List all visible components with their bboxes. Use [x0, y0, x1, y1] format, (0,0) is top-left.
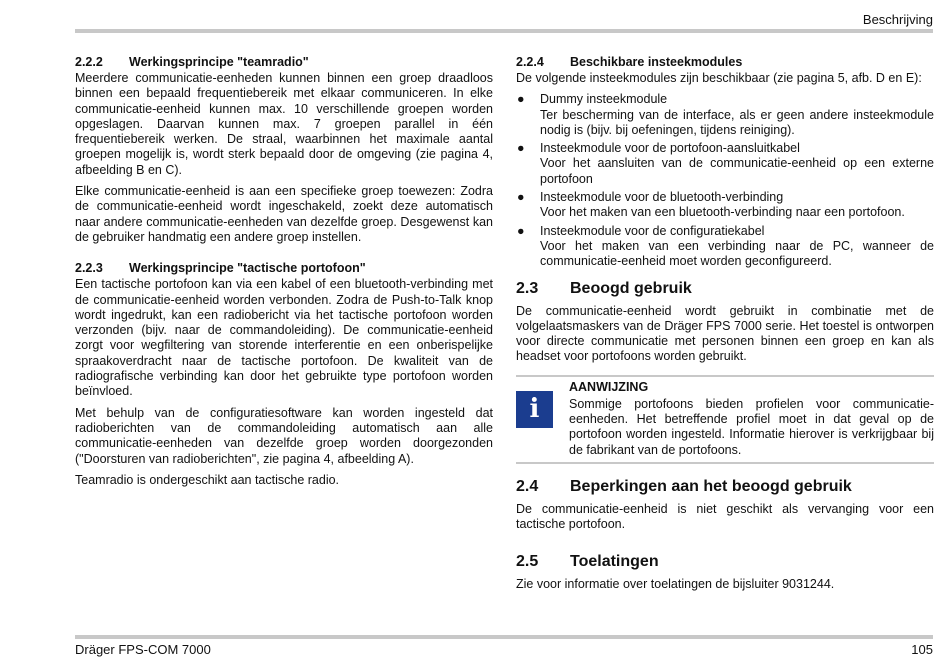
list-item-desc: Ter bescherming van de interface, als er geen andere insteekmodule nodig is (bijv. bij oefeningen, tijdens reiniging). — [540, 107, 934, 137]
section-2-2-3-heading — [75, 261, 493, 275]
module-list — [516, 92, 934, 269]
paragraph: Elke communicatie-eenheid is aan een specifieke groep toewezen: Zodra de communicatie-eenheid wordt ingeschakeld, zoekt deze automatisch naar andere communicatie-eenheden van dezelfde groep. Desgewenst kan de gebruiker handmatig een andere groep instellen. — [75, 184, 493, 244]
section-number: 2.2.2 — [75, 55, 103, 69]
bullet-icon: ● — [517, 223, 525, 238]
note-text: Sommige portofoons bieden profielen voor communicatie-eenheden. Het betreffende profiel moet in dat geval op de portofoon worden ingesteld. Informatie hierover is verkrijgbaar bij de fabrikant van de portofoons. — [569, 396, 934, 457]
section-title: Beoogd gebruik — [570, 279, 692, 297]
section-title: Beperkingen aan het beoogd gebruik — [570, 477, 852, 495]
bullet-icon: ● — [517, 141, 525, 156]
bullet-icon: ● — [517, 92, 525, 107]
footer-product: Dräger FPS-COM 7000 — [75, 642, 211, 657]
section-title: Beschikbare insteekmodules — [570, 55, 743, 69]
left-column — [75, 55, 493, 494]
paragraph: De volgende insteekmodules zijn beschikbaar (zie pagina 5, afb. D en E): — [516, 71, 922, 85]
list-item-desc: Voor het maken van een verbinding naar de PC, wanneer de communicatie-eenheid moet worden geconfigureerd. — [540, 238, 934, 269]
list-item — [516, 141, 934, 187]
list-item-title: Insteekmodule voor de portofoon-aansluitkabel — [540, 141, 800, 156]
section-title: Werkingsprincipe "tactische portofoon" — [129, 261, 366, 276]
paragraph: Meerdere communicatie-eenheden kunnen binnen een groep draadloos binnen een bepaald frequentiebereik met elkaar communiceren. In elke communicatie-eenheid kunnen max. 10 verschillende groepen worden opgeslagen. Daarvan kunnen max. 7 groepen parallel in één frequentiebereik werken. De straal, waarbinnen het maximale aantal groepen mogelijk is, wordt sterk bepaald door de omgeving (zie pagina 4, afbeelding B en C). — [75, 71, 493, 177]
right-column — [516, 55, 934, 598]
section-number: 2.3 — [516, 279, 539, 297]
list-item-title: Dummy insteekmodule — [540, 92, 668, 107]
info-icon: i — [516, 391, 553, 428]
section-2-2-4-heading — [516, 55, 934, 69]
paragraph: Een tactische portofoon kan via een kabel of een bluetooth-verbinding met de communicatie-eenheid worden verbonden. Zodra de Push-to-Talk knop wordt ingedrukt, kan een radiobericht via het tactische portofoon worden verzonden (bijv. naar de commandoleiding). De communicatie-eenheid zorgt voor wegfiltering van storende interferentie en een onberispelijke spraakoverdracht naar de tactische portofoon. De kwaliteit van de radiografische verbinding kan door het gebruikte type portofoon worden beïnvloed. — [75, 277, 493, 399]
list-item — [516, 224, 934, 270]
list-item-title: Insteekmodule voor de bluetooth-verbinding — [540, 190, 784, 205]
section-2-5-heading — [516, 553, 934, 571]
section-2-4-heading — [516, 478, 934, 496]
header-rule — [75, 29, 933, 33]
page-number: 105 — [911, 642, 933, 657]
list-item — [516, 190, 934, 221]
list-item — [516, 92, 934, 138]
section-title: Werkingsprincipe "teamradio" — [129, 55, 309, 69]
section-2-3-heading — [516, 280, 934, 298]
section-number: 2.2.4 — [516, 55, 544, 69]
section-2-2-2-heading — [75, 55, 493, 69]
section-title: Toelatingen — [570, 552, 659, 570]
footer-rule — [75, 635, 933, 639]
list-item-desc: Voor het maken van een bluetooth-verbinding naar een portofoon. — [540, 205, 905, 220]
list-item-desc: Voor het aansluiten van de communicatie-eenheid op een externe portofoon — [540, 156, 934, 186]
paragraph: Met behulp van de configuratiesoftware kan worden ingesteld dat radioberichten van de commandoleiding automatisch aan alle communicatie-eenheden van dezelfde groep worden doorgezonden ("Doorsturen van radioberichten", zie pagina 4, afbeelding A). — [75, 405, 493, 466]
bullet-icon: ● — [517, 190, 525, 205]
section-number: 2.2.3 — [75, 261, 103, 276]
note-title: AANWIJZING — [569, 379, 649, 394]
paragraph: De communicatie-eenheid wordt gebruikt in combinatie met de volgelaatsmaskers van de Dräger FPS 7000 serie. Het toestel is ontworpen voor directe communicatie met personen binnen een groep en kan als headset voor portofoons worden gebruikt. — [516, 303, 934, 364]
paragraph: Zie voor informatie over toelatingen de bijsluiter 9031244. — [516, 576, 835, 591]
list-item-title: Insteekmodule voor de configuratiekabel — [540, 223, 765, 238]
running-header: Beschrijving — [862, 12, 933, 27]
paragraph: Teamradio is ondergeschikt aan tactische radio. — [75, 472, 340, 487]
paragraph: De communicatie-eenheid is niet geschikt als vervanging voor een tactische portofoon. — [516, 501, 934, 532]
section-number: 2.5 — [516, 552, 539, 570]
note-box — [516, 375, 934, 464]
section-number: 2.4 — [516, 477, 539, 495]
